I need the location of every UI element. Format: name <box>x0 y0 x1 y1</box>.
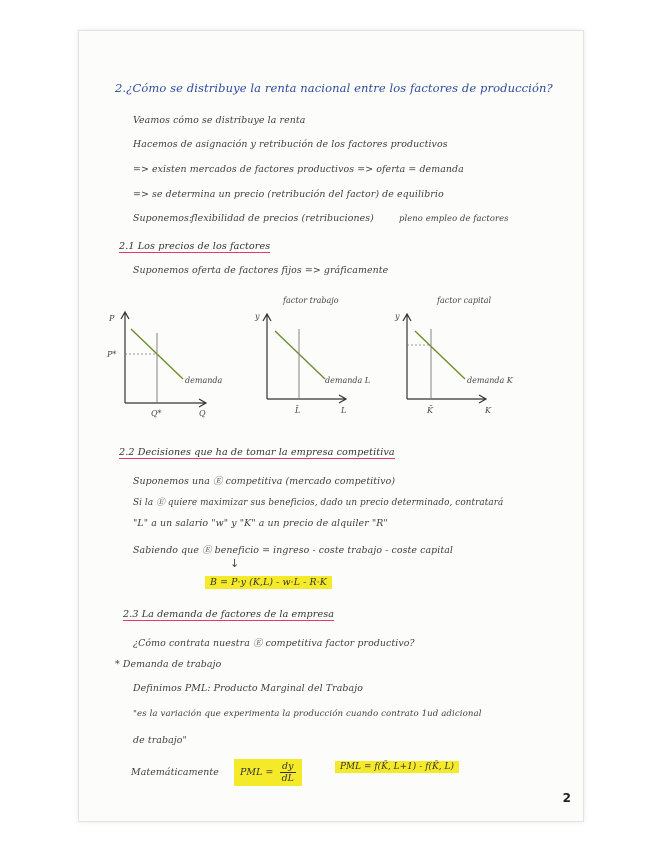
pml-numerator: dy <box>280 761 296 773</box>
section-2-1-text: Suponemos oferta de factores fijos => gráficamente <box>133 265 389 276</box>
pml-fraction <box>280 761 296 784</box>
graph3-title: factor capital <box>437 296 492 305</box>
pml-discrete-formula: PML = f(K̄, L+1) - f(K̄, L) <box>335 761 459 773</box>
section-2-3-line-4: "es la variación que experimenta la producción cuando contrato 1ud adicional <box>133 709 482 719</box>
graph3-xval: K̄ <box>427 406 433 415</box>
section-2-3-line-5: de trabajo" <box>133 735 187 746</box>
graph2-title: factor trabajo <box>283 296 339 305</box>
section-2-2-line-4: Sabiendo que Ⓔ beneficio = ingreso - coste trabajo - coste capital <box>133 545 454 556</box>
graph1-xval: Q* <box>151 409 162 418</box>
intro-line-3: => existen mercados de factores productivos => oferta = demanda <box>133 164 464 175</box>
graph1-curve-label: demanda <box>185 376 223 385</box>
graph3-ylabel: y <box>395 312 400 321</box>
graph1-ylabel: P <box>109 314 115 323</box>
section-2-3-line-1: ¿Cómo contrata nuestra Ⓔ competitiva factor productivo? <box>133 638 415 649</box>
section-2-3-line-3: Definimos PML: Producto Marginal del Trabajo <box>133 683 363 694</box>
section-2-2-line-1: Suponemos una Ⓔ competitiva (mercado competitivo) <box>133 476 396 487</box>
graph3-xlabel: K <box>485 406 491 415</box>
graph2-xval: L̄ <box>295 406 301 415</box>
pml-derivative-formula <box>234 759 302 786</box>
section-2-2-line-2: Si la Ⓔ quiere maximizar sus beneficios, dado un precio determinado, contratará <box>133 498 504 508</box>
suponemos-extra: pleno empleo de factores <box>399 213 509 223</box>
graph-factor-trabajo <box>249 293 371 417</box>
beneficio-formula: B = P·y (K,L) - w·L - R·K <box>205 576 332 589</box>
section-2-2-title: 2.2 Decisiones que ha de tomar la empresa competitiva <box>119 447 395 458</box>
graph1-yval: P* <box>107 350 117 359</box>
down-arrow-icon: ↓ <box>230 557 240 570</box>
graph2-curve-label: demanda L <box>325 376 371 385</box>
section-2-2-line-3: "L" a un salario "w" y "K" a un precio de alquiler "R" <box>133 518 388 529</box>
intro-line-2: Hacemos de asignación y retribución de los factores productivos <box>133 139 448 150</box>
section-2-3-line-2: * Demanda de trabajo <box>115 659 222 670</box>
graph-factor-capital <box>389 293 513 417</box>
intro-line-4: => se determina un precio (retribución del factor) de equilibrio <box>133 189 444 200</box>
section-2-3-title: 2.3 La demanda de factores de la empresa <box>123 609 335 620</box>
page-heading: 2.¿Cómo se distribuye la renta nacional entre los factores de producción? <box>115 81 553 95</box>
suponemos-label: Suponemos: <box>133 213 193 224</box>
graph2-xlabel: L <box>341 406 347 415</box>
matematicamente-label: Matemáticamente <box>131 767 219 778</box>
page-number: 2 <box>562 791 571 805</box>
intro-line-1: Veamos cómo se distribuye la renta <box>133 115 306 126</box>
pml-denominator: dL <box>281 773 294 784</box>
pml-lhs: PML = <box>240 767 274 778</box>
graph-precio-mercado <box>105 299 223 419</box>
graph2-ylabel: y <box>255 312 260 321</box>
notebook-page <box>78 30 584 822</box>
graph1-xlabel: Q <box>199 409 206 418</box>
graph3-curve-label: demanda K <box>467 376 513 385</box>
suponemos-text: flexibilidad de precios (retribuciones) <box>191 213 374 224</box>
section-2-1-title: 2.1 Los precios de los factores <box>119 241 271 252</box>
